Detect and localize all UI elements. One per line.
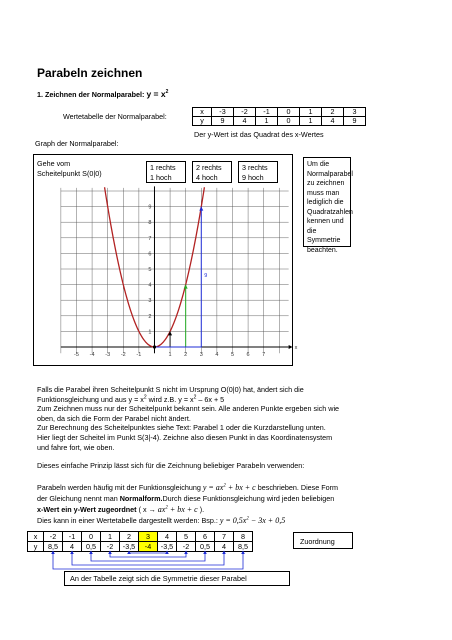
table-cell: 2: [120, 532, 139, 542]
arrow-up-icon: [199, 207, 203, 211]
arrow-up-icon: [108, 551, 112, 555]
page-title: Parabeln zeichnen: [37, 66, 143, 80]
section-heading-formula: $y = x^2$: [146, 89, 169, 99]
x-tick-label: -3: [105, 352, 111, 358]
table-cell: 4: [158, 532, 177, 542]
table-header-y: y: [28, 542, 44, 552]
paragraph-normalform: Parabeln werden häufig mit der Funktionsgleichung $y = ax^2$ + bx + c beschrieben. Diese Form der Gleichung nennt man Normalform.Durch diese Funktionsgleichung wird jeden beliebigen x-Wert ein y-Wert zugeordnet ( $x \to ax^2$ + bx + c ). Dies kann in einer Wertetabelle dargestellt werden: Bsp.: $y = 0,5x^2 - 3x + 0,5$: [37, 483, 339, 525]
table-cell: -3: [212, 108, 234, 117]
table-cell: 1: [256, 117, 278, 126]
table-cell: 4: [63, 542, 82, 552]
arrow-up-icon: [127, 551, 131, 555]
y-tick-label: 7: [148, 235, 152, 242]
table-cell: 8,5: [44, 542, 63, 552]
table-cell: 6: [196, 532, 215, 542]
vertex-instruction: Gehe vom Scheitelpunkt S(0|0): [37, 159, 102, 178]
y-tick-label: 4: [148, 282, 152, 289]
table-cell: 2: [322, 108, 344, 117]
arrow-up-icon: [241, 551, 245, 555]
x-tick-label: -4: [89, 352, 95, 358]
x-tick-label: 2: [184, 352, 188, 358]
table-cell: -2: [234, 108, 256, 117]
x-tick-label: 5: [230, 352, 235, 358]
table-cell: 9: [212, 117, 234, 126]
table-cell: 0,5: [82, 542, 101, 552]
vertex-point: [153, 345, 156, 348]
zuordnung-box: Zuordnung: [293, 532, 353, 549]
arrow-up-icon: [51, 551, 55, 555]
wertetabelle-label: Wertetabelle der Normalparabel:: [63, 112, 167, 121]
y-tick-label: 2: [148, 313, 152, 320]
x-tick-label: -1: [136, 352, 142, 358]
table-cell: -2: [44, 532, 63, 542]
step-path-3: [154, 207, 201, 347]
x-tick-label: -5: [74, 352, 79, 358]
table-cell: 4: [215, 542, 234, 552]
coordinate-system: [58, 185, 298, 360]
paragraph-scheitelpunkt: Falls die Parabel ihren Scheitelpunkt S nicht im Ursprung O(0|0) hat, ändert sich die Funktionsgleichung und aus $y = x^2$ wird z.B. $y = x^2 - 6x + 5$ Zum Zeichnen muss nur der Scheitelpunkt bekannt sein. Alle anderen Punkte ergeben sich wie oben, da sich die Form der Parabel nicht ändert. Zur Berechnung des Scheitelpunktes siehe Text: Parabel 1 oder die Kurzdarstellung unten. Hier liegt der Scheitel im Punkt S(3|-4). Zeichne also diesen Punkt in das Koordinatensystem und fahre fort, wie oben.: [37, 385, 340, 452]
arrow-icon: →: [148, 505, 156, 514]
table-cell: 0,5: [196, 542, 215, 552]
table-row-x: [193, 108, 366, 117]
table-cell: 3: [344, 108, 366, 117]
symmetry-bracket: [129, 551, 167, 553]
table-header-x: x: [28, 532, 44, 542]
symmetry-bracket: [91, 551, 205, 561]
table-cell: -2: [101, 542, 120, 552]
step-path-1: [154, 331, 170, 347]
x-tick-label: 6: [246, 352, 250, 358]
table-cell: -3,5: [120, 542, 139, 552]
table-cell: -1: [256, 108, 278, 117]
table-cell: 4: [322, 117, 344, 126]
step-label-9: 9: [204, 272, 208, 279]
table-cell: 3: [139, 532, 158, 542]
value-table-normalparabel: [192, 107, 366, 126]
step-box-2: 2 rechts 4 hoch: [192, 161, 232, 183]
graph-label: Graph der Normalparabel:: [35, 139, 119, 148]
arrow-up-icon: [203, 551, 207, 555]
table-cell: 8,5: [234, 542, 253, 552]
table-cell: 0: [82, 532, 101, 542]
table-cell: -4: [139, 542, 158, 552]
y-tick-label: 5: [148, 267, 152, 273]
table-cell: 7: [215, 532, 234, 542]
table-cell: 9: [344, 117, 366, 126]
table-cell: 4: [234, 117, 256, 126]
table-caption: Der y-Wert ist das Quadrat des x-Wertes: [194, 130, 324, 139]
value-table-example: [27, 531, 253, 552]
table-cell: 0: [278, 117, 300, 126]
y-tick-label: 3: [148, 298, 152, 305]
table-cell: 1: [300, 117, 322, 126]
x-tick-label: 4: [215, 352, 219, 358]
y-tick-label: 8: [148, 220, 152, 227]
section-heading-text: 1. Zeichnen der Normalparabel:: [37, 90, 145, 99]
arrow-up-icon: [70, 551, 74, 555]
table-cell: 0: [278, 108, 300, 117]
table-cell: -2: [177, 542, 196, 552]
table-row-x: [28, 532, 253, 542]
y-tick-label: 6: [148, 251, 152, 258]
table-cell: 1: [300, 108, 322, 117]
section-heading: [37, 90, 168, 100]
arrow-up-icon: [89, 551, 93, 555]
table-row-y: [193, 117, 366, 126]
table-cell: 1: [101, 532, 120, 542]
table-header-y: y: [193, 117, 212, 126]
step-box-3: 3 rechts 9 hoch: [238, 161, 278, 183]
side-note: Um die Normalparabel zu zeichnen muss man lediglich die Quadratzahlen kennen und die Symmetrie beachten.: [303, 157, 351, 247]
x-tick-label: -2: [120, 352, 126, 358]
symmetry-bracket: [110, 551, 186, 557]
y-tick-label: 9: [148, 204, 152, 211]
x-tick-label: 1: [168, 352, 172, 358]
table-cell: -3,5: [158, 542, 177, 552]
x-tick-label: 3: [199, 352, 203, 358]
x-tick-label: 7: [262, 352, 266, 358]
step-box-1: 1 rechts 1 hoch: [146, 161, 186, 183]
arrow-up-icon: [184, 285, 188, 289]
arrow-up-icon: [184, 551, 188, 555]
arrow-up-icon: [222, 551, 226, 555]
symmetry-note: An der Tabelle zeigt sich die Symmetrie dieser Parabel: [64, 571, 290, 586]
table-cell: 8: [234, 532, 253, 542]
symmetry-bracket: [53, 551, 243, 569]
x-axis-label: x: [294, 345, 298, 351]
paragraph-prinzip: Dieses einfache Prinzip lässt sich für die Zeichnung beliebiger Parabeln verwenden:: [37, 461, 305, 470]
table-header-x: x: [193, 108, 212, 117]
table-cell: 5: [177, 532, 196, 542]
y-tick-label: 1: [148, 329, 152, 336]
arrow-up-icon: [165, 551, 169, 555]
table-cell: -1: [63, 532, 82, 542]
